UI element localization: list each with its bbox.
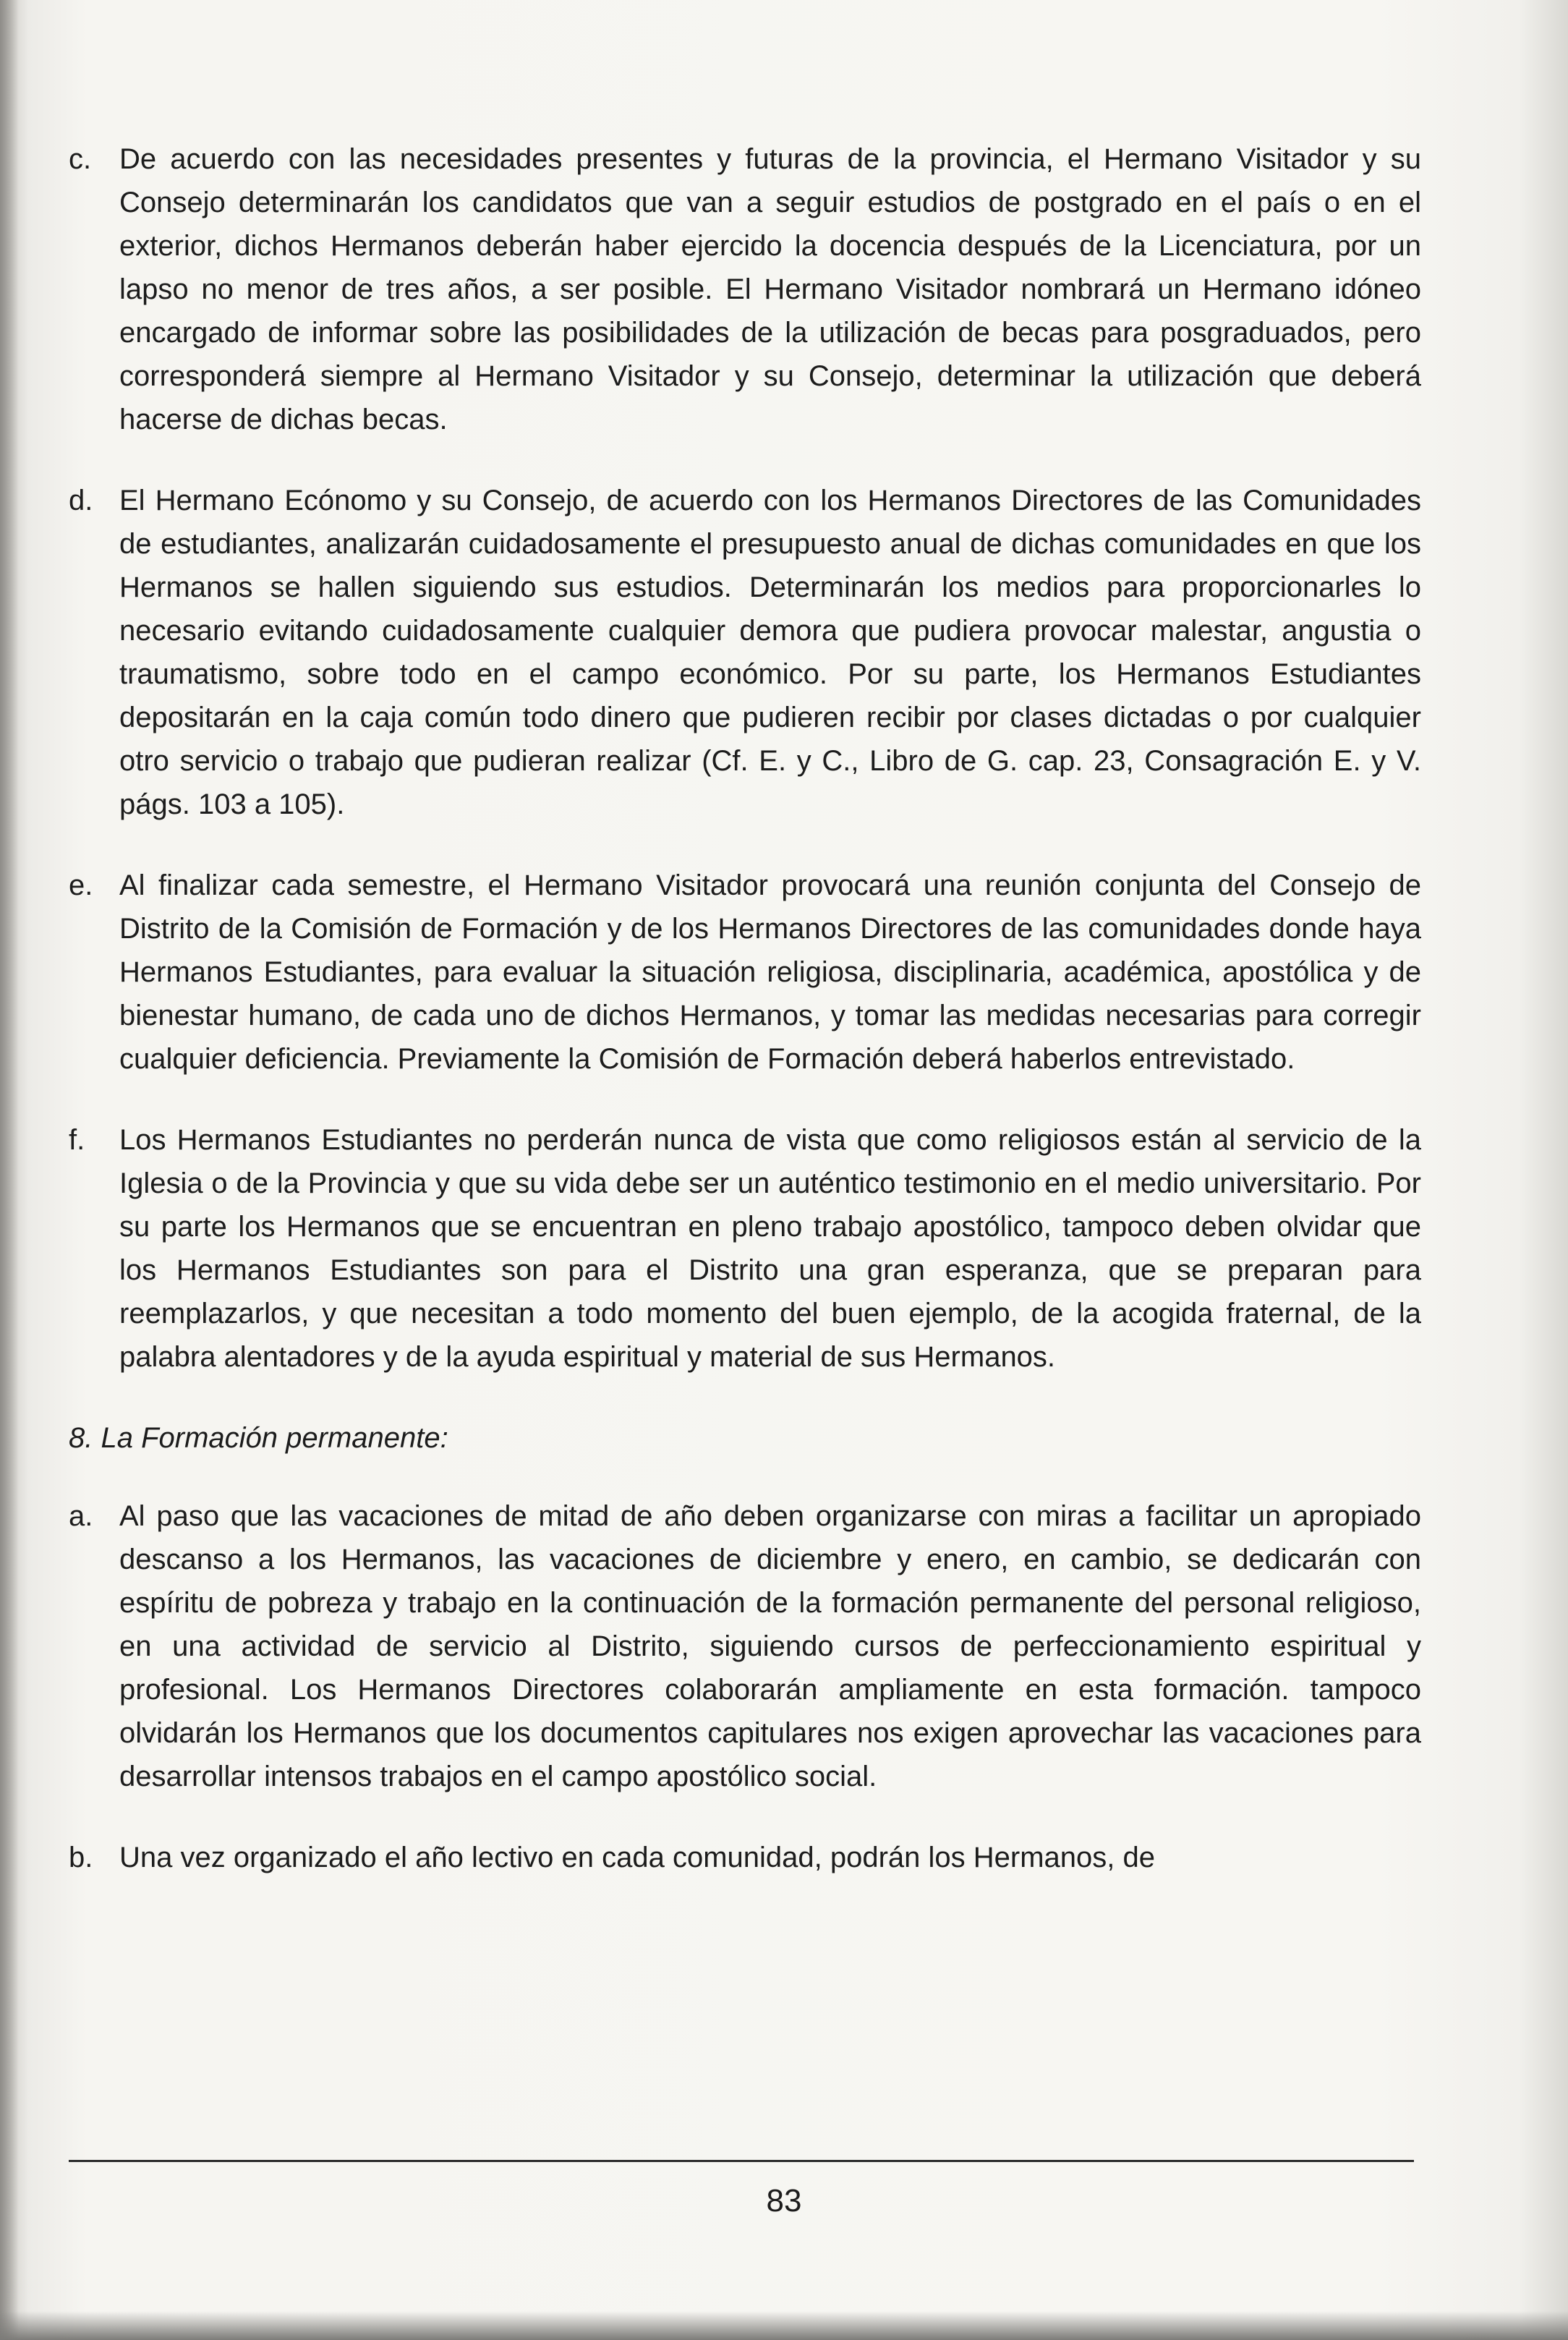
list-item-d bbox=[69, 479, 1421, 826]
page-number: 83 bbox=[766, 2183, 802, 2218]
item-text: Al finalizar cada semestre, el Hermano Visitador provocará una reunión conjunta del Consejo de Distrito de la Comisión de Formación y de los Hermanos Directores de las comunidades donde haya Hermanos Estudiantes, para evaluar la situación religiosa, disciplinaria, académica, apostólica y de bienestar humano, de cada uno de dichos Hermanos, y tomar las medidas necesarias para corregir cualquier deficiencia. Previamente la Comisión de Formación deberá haberlos entrevistado. bbox=[119, 869, 1421, 1075]
item-marker: c. bbox=[69, 143, 92, 175]
body-text bbox=[69, 137, 1421, 1879]
binding-shadow bbox=[0, 0, 19, 2340]
item-marker: a. bbox=[69, 1500, 93, 1532]
item-marker: b. bbox=[69, 1842, 93, 1873]
item-text: El Hermano Ecónomo y su Consejo, de acuerdo con los Hermanos Directores de las Comunidades de estudiantes, analizarán cuidadosamente el presupuesto anual de dichas comunidades en que los Hermanos se hallen siguiendo sus estudios. Determinarán los medios para proporcionarles lo necesario evitando cuidadosamente cualquier demora que pudiera provocar malestar, angustia o traumatismo, sobre todo en el campo económico. Por su parte, los Hermanos Estudiantes depositarán en la caja común todo dinero que pudieren recibir por clases dictadas o por cualquier otro servicio o trabajo que pudieran realizar (Cf. E. y C., Libro de G. cap. 23, Consagración E. y V. págs. 103 a 105). bbox=[119, 485, 1421, 820]
item-text: Una vez organizado el año lectivo en cada comunidad, podrán los Hermanos, de bbox=[119, 1842, 1155, 1873]
list-item-e bbox=[69, 864, 1421, 1081]
item-marker: f. bbox=[69, 1124, 85, 1156]
section-list-item-b bbox=[69, 1836, 1421, 1879]
item-text: Al paso que las vacaciones de mitad de año deben organizarse con miras a facilitar un apropiado descanso a los Hermanos, las vacaciones de diciembre y enero, en cambio, se dedicarán con espíritu de pobreza y trabajo en la continuación de la formación permanente del personal religioso, en una actividad de servicio al Distrito, siguiendo cursos de perfeccionamiento espiritual y profesional. Los Hermanos Directores colaborarán ampliamente en esta formación. tampoco olvidarán los Hermanos que los documentos capitulares nos exigen aprovechar las vacaciones para desarrollar intensos trabajos en el campo apostólico social. bbox=[119, 1500, 1421, 1792]
list-item-c bbox=[69, 137, 1421, 441]
item-text: De acuerdo con las necesidades presentes y futuras de la provincia, el Hermano Visitador y su Consejo determinarán los candidatos que van a seguir estudios de postgrado en el país o en el exterior, dichos Hermanos deberán haber ejercido la docencia después de la Licenciatura, por un lapso no menor de tres años, a ser posible. El Hermano Visitador nombrará un Hermano idóneo encargado de informar sobre las posibilidades de la utilización de becas para posgraduados, pero corresponderá siempre al Hermano Visitador y su Consejo, determinar la utilización que deberá hacerse de dichas becas. bbox=[119, 143, 1421, 435]
section-list-item-a bbox=[69, 1494, 1421, 1798]
footer-rule bbox=[69, 2160, 1414, 2162]
item-marker: e. bbox=[69, 869, 93, 901]
item-text: Los Hermanos Estudiantes no perderán nunca de vista que como religiosos están al servicio de la Iglesia o de la Provincia y que su vida debe ser un auténtico testimonio en el medio universitario. Por su parte los Hermanos que se encuentran en pleno trabajo apostólico, tampoco deben olvidar que los Hermanos Estudiantes son para el Distrito una gran esperanza, que se preparan para reemplazarlos, y que necesitan a todo momento del buen ejemplo, de la acogida fraternal, de la palabra alentadores y de la ayuda espiritual y material de sus Hermanos. bbox=[119, 1124, 1421, 1373]
section-heading: 8. La Formación permanente: bbox=[69, 1422, 448, 1454]
item-marker: d. bbox=[69, 485, 93, 516]
bottom-shadow bbox=[0, 2311, 1568, 2340]
list-item-f bbox=[69, 1118, 1421, 1379]
